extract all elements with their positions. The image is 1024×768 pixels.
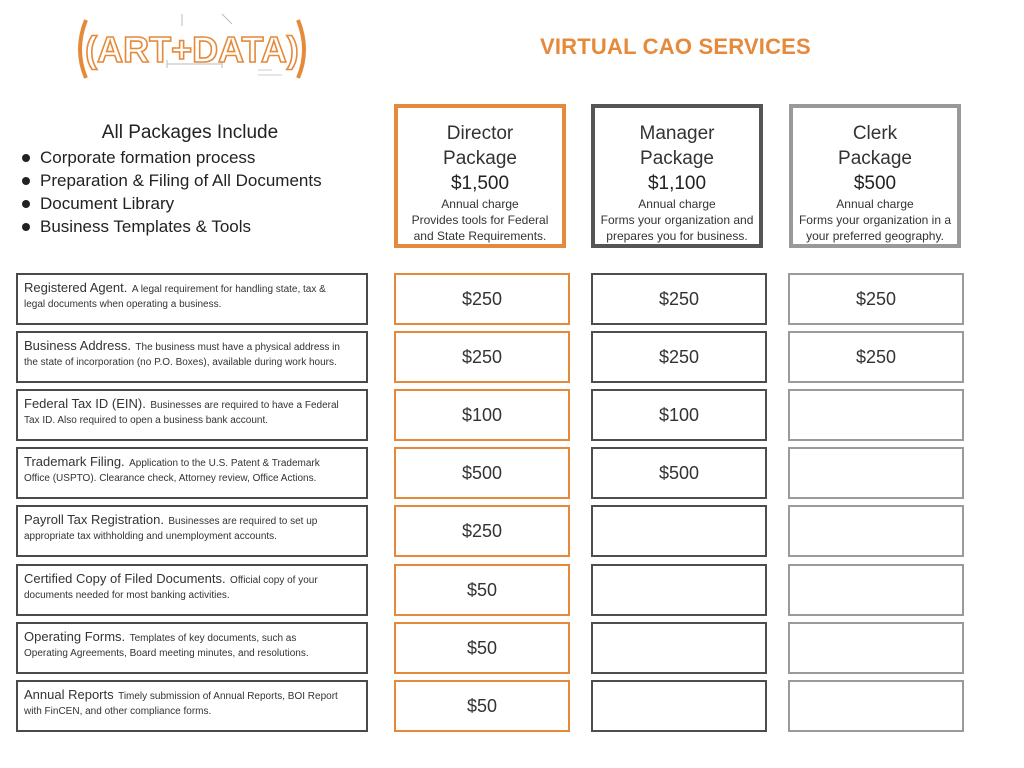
feature-annual-reports: Annual Reports Timely submission of Annual Reports, BOI Report with FinCEN, and other compliance forms. [16, 680, 368, 732]
price-cell-director: $50 [394, 622, 570, 674]
package-desc: Provides tools for Federal [411, 213, 549, 227]
price-cell-manager [591, 622, 767, 674]
price-cell-director: $250 [394, 273, 570, 325]
price-cell-manager: $250 [591, 273, 767, 325]
price-cell-manager [591, 564, 767, 616]
package-price: $1,500 [450, 173, 510, 194]
feature-certified-copy: Certified Copy of Filed Documents. Official copy of your documents needed for most banking activities. [16, 564, 368, 616]
price-cell-director: $250 [394, 505, 570, 557]
price-cell-clerk [788, 505, 964, 557]
bullet-icon [22, 223, 30, 231]
feature-operating-forms: Operating Forms. Templates of key documents, such as Operating Agreements, Board meeting minutes, and resolutions. [16, 622, 368, 674]
logo-text: (ART+DATA) [85, 29, 299, 70]
price-cell-director: $50 [394, 564, 570, 616]
price-cell-manager [591, 505, 767, 557]
price-cell-manager: $500 [591, 447, 767, 499]
includes-item: Corporate formation process [20, 146, 370, 169]
price-cell-clerk [788, 564, 964, 616]
price-cell-clerk [788, 447, 964, 499]
price-cell-clerk: $250 [788, 273, 964, 325]
package-desc: Forms your organization in a [798, 213, 952, 227]
package-director[interactable] [394, 104, 566, 248]
price-cell-director: $50 [394, 680, 570, 732]
package-label: Package [838, 148, 912, 169]
all-packages-include [20, 122, 370, 238]
package-name: Manager [639, 123, 715, 144]
package-desc: prepares you for business. [606, 229, 748, 243]
price-cell-director: $250 [394, 331, 570, 383]
price-cell-clerk [788, 389, 964, 441]
package-charge: Annual charge [836, 197, 914, 211]
feature-business-address: Business Address. The business must have a physical address in the state of incorporation (no P.O. Boxes), available during work hours. [16, 331, 368, 383]
package-price: $500 [853, 173, 897, 194]
page-title: VIRTUAL CAO SERVICES [540, 34, 811, 59]
package-charge: Annual charge [441, 197, 519, 211]
package-label: Package [640, 148, 714, 169]
includes-heading: All Packages Include [101, 122, 279, 143]
price-cell-manager: $100 [591, 389, 767, 441]
price-cell-director: $500 [394, 447, 570, 499]
bullet-icon [22, 200, 30, 208]
package-price: $1,100 [647, 173, 707, 194]
package-desc: your preferred geography. [806, 229, 944, 243]
bullet-icon [22, 177, 30, 185]
art-data-logo [72, 12, 312, 82]
price-cell-manager [591, 680, 767, 732]
package-desc: and State Requirements. [413, 229, 547, 243]
package-manager[interactable] [591, 104, 763, 248]
feature-payroll-tax: Payroll Tax Registration. Businesses are required to set up appropriate tax withholding and unemployment accounts. [16, 505, 368, 557]
includes-item: Preparation & Filing of All Documents [20, 169, 370, 192]
feature-trademark-filing: Trademark Filing. Application to the U.S. Patent & Trademark Office (USPTO). Clearance check, Attorney review, Office Actions. [16, 447, 368, 499]
price-cell-clerk [788, 622, 964, 674]
bullet-icon [22, 154, 30, 162]
package-name: Clerk [852, 123, 898, 144]
package-label: Package [443, 148, 517, 169]
includes-item: Business Templates & Tools [20, 215, 370, 238]
feature-federal-tax-id: Federal Tax ID (EIN). Businesses are required to have a Federal Tax ID. Also required to open a business bank account. [16, 389, 368, 441]
price-cell-director: $100 [394, 389, 570, 441]
package-clerk[interactable] [789, 104, 961, 248]
price-cell-clerk: $250 [788, 331, 964, 383]
includes-item: Document Library [20, 192, 370, 215]
price-cell-clerk [788, 680, 964, 732]
package-charge: Annual charge [638, 197, 716, 211]
price-cell-manager: $250 [591, 331, 767, 383]
feature-registered-agent: Registered Agent. A legal requirement for handling state, tax & legal documents when operating a business. [16, 273, 368, 325]
package-name: Director [446, 123, 514, 144]
package-desc: Forms your organization and [600, 213, 754, 227]
